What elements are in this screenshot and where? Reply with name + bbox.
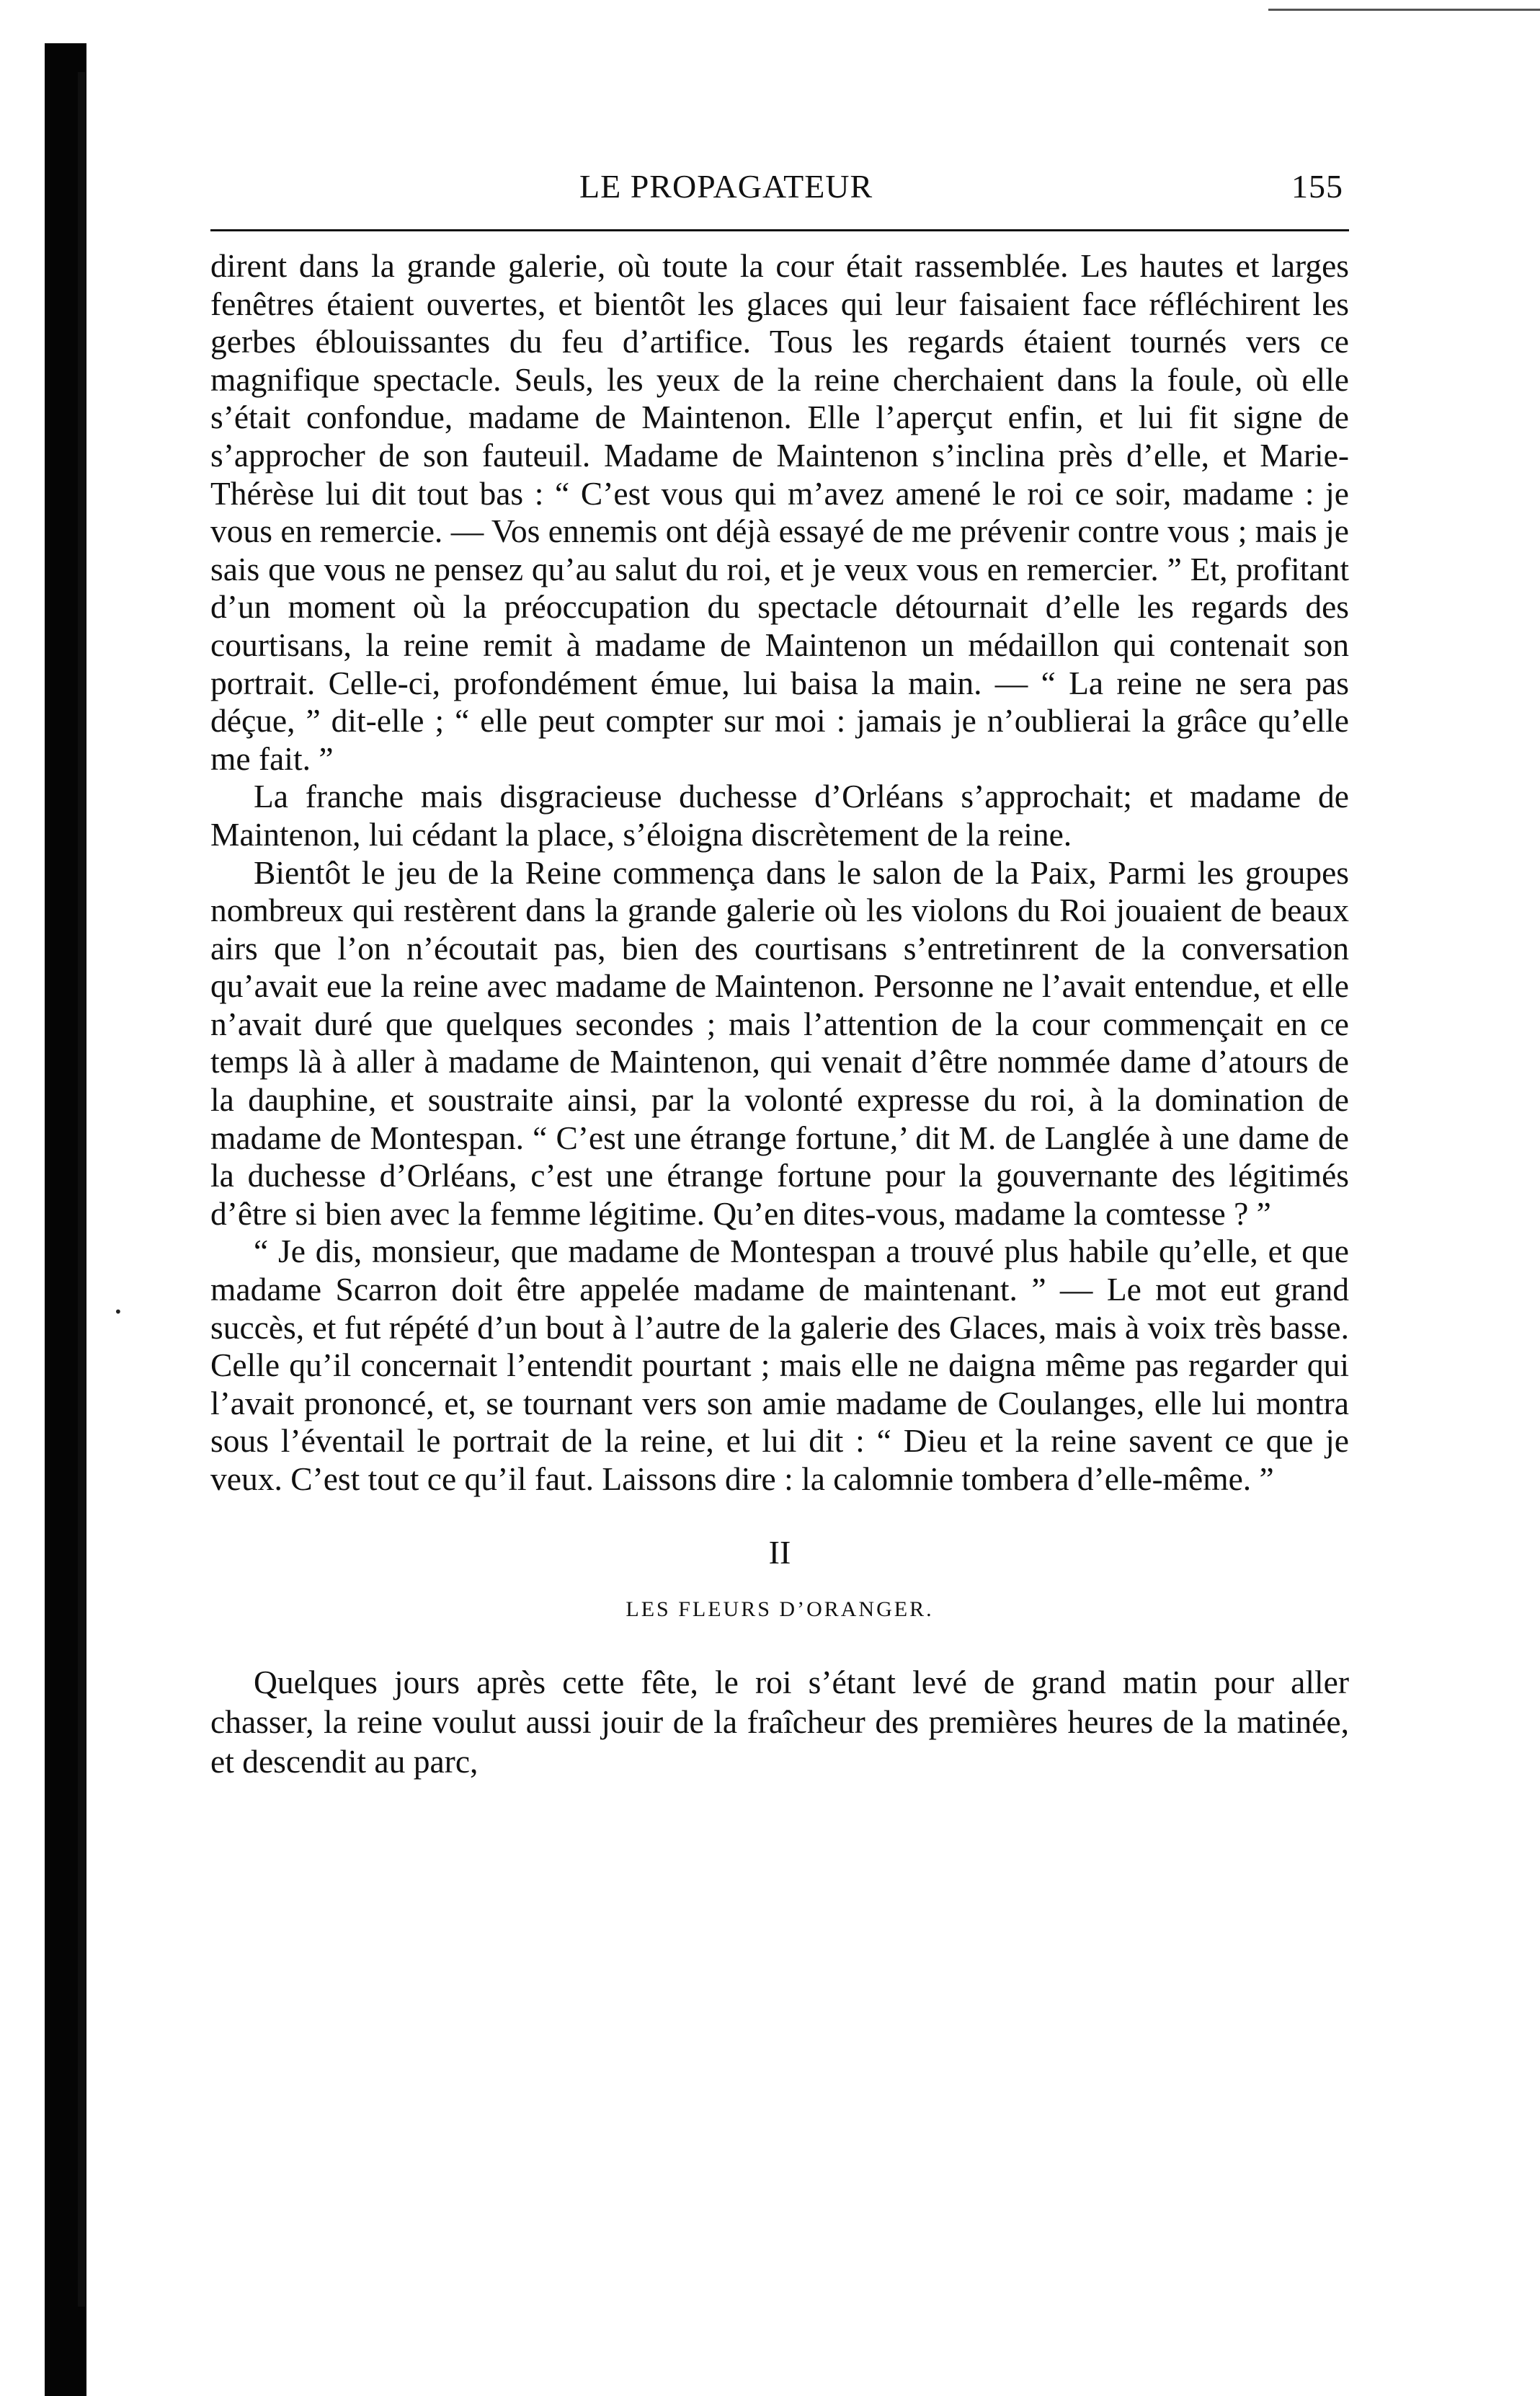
header-rule — [210, 229, 1349, 231]
section-title: LES FLEURS D’ORANGER. — [626, 1597, 934, 1621]
paragraph: Quelques jours après cette fête, le roi s’étant levé de grand matin pour aller chasser, la reine voulut aussi jouir de la fraîcheur des premières heures de la matinée, et descendit au parc, — [210, 1663, 1349, 1780]
book-page — [210, 167, 1349, 2373]
paragraph: Bientôt le jeu de la Reine commença dans le salon de la Paix, Parmi les groupes nombreux qui restèrent dans la grande galerie où les violons du Roi jouaient de beaux airs que l’on n’écoutait pas, bien des courtisans s’entretinrent de la conversation qu’avait eue la reine avec madame de Maintenon. Personne ne l’avait entendue, et elle n’avait duré que quelques secondes ; mais l’attention de la cour commençait en ce temps là à aller à madame de Maintenon, qui venait d’être nommée dame d’atours de la dauphine, et soustraite ainsi, par la volonté expresse du roi, à la domination de madame de Montespan. “ C’est une étrange fortune,’ dit M. de Langlée à une dame de la duchesse d’Orléans, c’est une étrange fortune pour la gouvernante des légitimés d’être si bien avec la femme légitime. Qu’en dites-vous, madame la comtesse ? ” — [210, 853, 1349, 1232]
scan-top-mark — [1268, 9, 1540, 11]
running-header — [210, 167, 1349, 223]
scan-left-border — [45, 43, 86, 2396]
paragraph: “ Je dis, monsieur, que madame de Montespan a trouvé plus habile qu’elle, et que madame Scarron doit être appelée madame de maintenant. ” — Le mot eut grand succès, et fut répété d’un bout à l’autre de la galerie des Glaces, mais à voix très basse. Celle qu’il concernait l’entendit pourtant ; mais elle ne daigna même pas regarder qui l’avait prononcé, et, se tournant vers son amie madame de Coulanges, elle lui montra sous l’éventail le portrait de la reine, et lui dit : “ Dieu et la reine savent ce que je veux. C’est tout ce qu’il faut. Laissons dire : la calomnie tombera d’elle-même. ” — [210, 1233, 1349, 1497]
body-text-part2 — [210, 1662, 1349, 1781]
running-title: LE PROPAGATEUR — [579, 168, 873, 205]
section-numeral: II — [768, 1533, 791, 1571]
paragraph: La franche mais disgracieuse duchesse d’Orléans s’approchait; et madame de Maintenon, lui cédant la place, s’éloigna discrètement de la reine. — [210, 778, 1349, 853]
margin-speck: • — [114, 1303, 123, 1321]
paragraph: dirent dans la grande galerie, où toute la cour était rassemblée. Les hautes et larges fenêtres étaient ouvertes, et bientôt les glaces qui leur faisaient face réfléchirent les gerbes éblouissantes du feu d’artifice. Tous les regards étaient tournés vers ce magnifique spectacle. Seuls, les yeux de la reine cherchaient dans la foule, où elle s’était confondue, madame de Maintenon. Elle l’aperçut enfin, et lui fit signe de s’approcher de son fauteuil. Madame de Maintenon s’inclina près d’elle, et Marie-Thérèse lui dit tout bas : “ C’est vous qui m’avez amené le roi ce soir, madame : je vous en remercie. — Vos ennemis ont déjà essayé de me prévenir contre vous ; mais je sais que vous ne pensez qu’au salut du roi, et je veux vous en remercier. ” Et, profitant d’un moment où la préoccupation du spectacle détournait d’elle les regards des courtisans, la reine remit à madame de Maintenon un médaillon qui contenait son portrait. Celle-ci, profondément émue, lui baisa la main. — “ La reine ne sera pas déçue, ” dit-elle ; “ elle peut compter sur moi : jamais je n’oublierai la grâce qu’elle me fait. ” — [210, 247, 1349, 777]
page-number: 155 — [1291, 168, 1343, 205]
body-text-part1 — [210, 247, 1349, 1499]
